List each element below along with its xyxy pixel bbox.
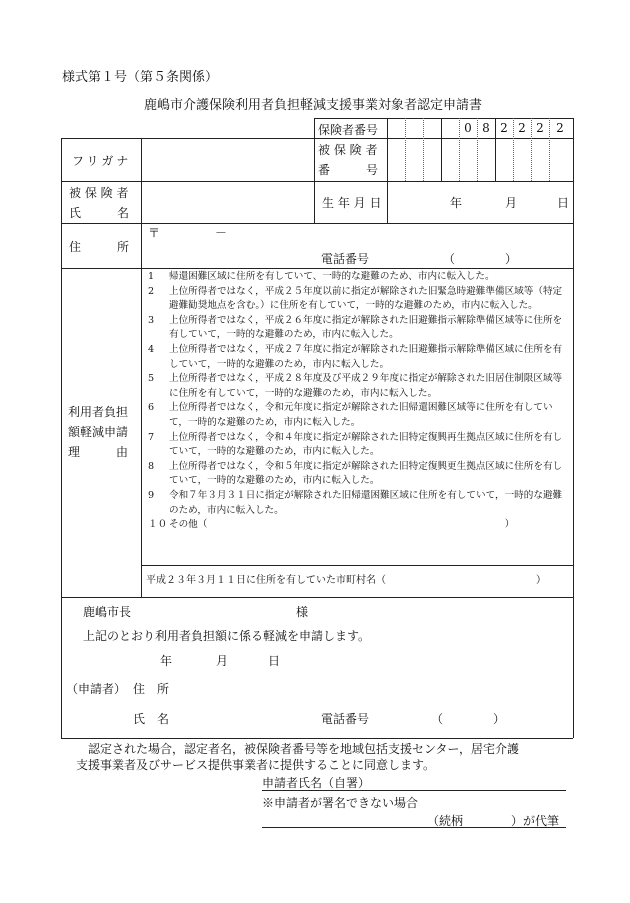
insurer-digit[interactable]: 2	[500, 121, 508, 135]
furigana-label: フリガナ	[72, 154, 132, 168]
reason-option-other[interactable]: １０ その他（ ）	[148, 519, 515, 531]
address-label: 住 所	[69, 240, 130, 254]
applicant-phone-paren-open: （	[431, 712, 444, 726]
insured-person-number-label: 被 保 険 者	[318, 143, 378, 157]
consent-line: 支援事業者及びサービス提供事業者に提供することに同意します。	[76, 758, 436, 772]
birthdate-month: 月	[505, 196, 518, 210]
consent-line: 認定された場合，認定者名，被保険者番号等を地域包括支援センター，居宅介護	[88, 742, 520, 756]
phone-paren-close: ）	[505, 252, 518, 266]
proxy-signature-line[interactable]	[262, 827, 566, 828]
insurer-number-label: 保険者番号	[318, 123, 379, 137]
insurer-digit[interactable]: 2	[518, 121, 526, 135]
application-month: 月	[216, 654, 229, 668]
reason-label: 利用者負担	[68, 405, 129, 419]
postal-dash: －	[215, 226, 228, 240]
insured-name-field[interactable]	[142, 182, 313, 222]
birthdate-label: 生 年 月 日	[322, 196, 382, 210]
form-title: 鹿嶋市介護保険利用者負担軽減支援事業対象者認定申請書	[144, 98, 483, 113]
insurer-digit[interactable]: 8	[482, 121, 490, 135]
relation-label: （続柄 ）が代筆	[427, 814, 560, 828]
application-day: 日	[268, 654, 281, 668]
postal-mark: 〒	[148, 226, 161, 240]
application-year: 年	[160, 654, 173, 668]
reason-option[interactable]: 2 上位所得者ではなく，平成２５年度以前に指定が解除された旧緊急時避難準備区域等（特定避難勧奨地点を含む。）に住所を有していて，一時的な避難のため，市内に転入した。	[148, 285, 563, 312]
signature-note: ※申請者が署名できない場合	[262, 796, 419, 810]
honorific: 様	[296, 605, 309, 619]
addressee: 鹿嶋市長	[83, 605, 132, 619]
birthdate-year: 年	[450, 196, 463, 210]
signature-line[interactable]	[262, 790, 566, 791]
furigana-field[interactable]	[142, 139, 313, 180]
phone-label: 電話番号	[321, 252, 370, 266]
applicant-address-label: 住 所	[133, 682, 170, 696]
applicant-prefix: （申請者）	[66, 682, 127, 696]
reason-label: 理 由	[68, 445, 129, 459]
reason-option[interactable]: 9 令和７年３月３１日に指定が解除された旧帰還困難区域に住所を有していて，一時的な避難のため，市内に転入した。	[148, 489, 563, 516]
phone-paren-open: （	[443, 252, 456, 266]
reason-option[interactable]: 6 上位所得者ではなく，令和元年度に指定が解除された旧帰還困難区域等に住所を有していて，一時的な避難のため，市内に転入した。	[148, 402, 553, 428]
applicant-name-label: 氏 名	[133, 712, 170, 726]
form-number: 様式第１号（第５条関係）	[62, 70, 219, 85]
reason-option[interactable]: 1 帰還困難区域に住所を有していて、一時的な避難のため、市内に転入した。	[148, 271, 495, 282]
applicant-phone-paren-close: ）	[493, 712, 506, 726]
insurer-digit[interactable]: 0	[464, 121, 472, 135]
insured-person-number-label: 番 号	[318, 163, 379, 177]
insured-name-label: 被 保 険 者	[69, 186, 129, 200]
birthdate-day: 日	[557, 196, 570, 210]
reason-option[interactable]: 3 上位所得者ではなく，平成２６年度に指定が解除された旧避難指示解除準備区域等に住所を有していて，一時的な避難のため，市内に転入した。	[148, 314, 563, 341]
signer-label: 申請者氏名（自署）	[262, 776, 371, 790]
insurer-digit[interactable]: 2	[536, 121, 544, 135]
reason-option[interactable]: 4 上位所得者ではなく，平成２７年度に指定が解除された旧避難指示解除準備区域に住所を有していて，一時的な避難のため，市内に転入した。	[148, 343, 563, 370]
application-statement: 上記のとおり利用者負担額に係る軽減を申請します。	[83, 629, 371, 643]
reason-option[interactable]: 5 上位所得者ではなく，平成２８年度及び平成２９年度に指定が解除された旧居住制限区域等に住所を有していて，一時的な避難のため，市内に転入した。	[148, 373, 563, 399]
former-municipality[interactable]: 平成２３年３月１１日に住所を有していた市町村名（ ）	[146, 575, 546, 586]
insurer-digit[interactable]: 2	[556, 121, 564, 135]
reason-label: 額軽減申請	[68, 425, 129, 439]
reason-option[interactable]: 7 上位所得者ではなく，令和４年度に指定が解除された旧特定復興再生拠点区域に住所を有していて，一時的な避難のため，市内に転入した。	[148, 431, 563, 458]
reason-option[interactable]: 8 上位所得者ではなく，令和５年度に指定が解除された旧特定復興更生拠点区域に住所を有していて，一時的な避難のため，市内に転入した。	[148, 460, 563, 487]
reason-list	[146, 270, 571, 533]
applicant-phone-label: 電話番号	[321, 712, 370, 726]
insured-name-label: 氏 名	[69, 206, 130, 220]
